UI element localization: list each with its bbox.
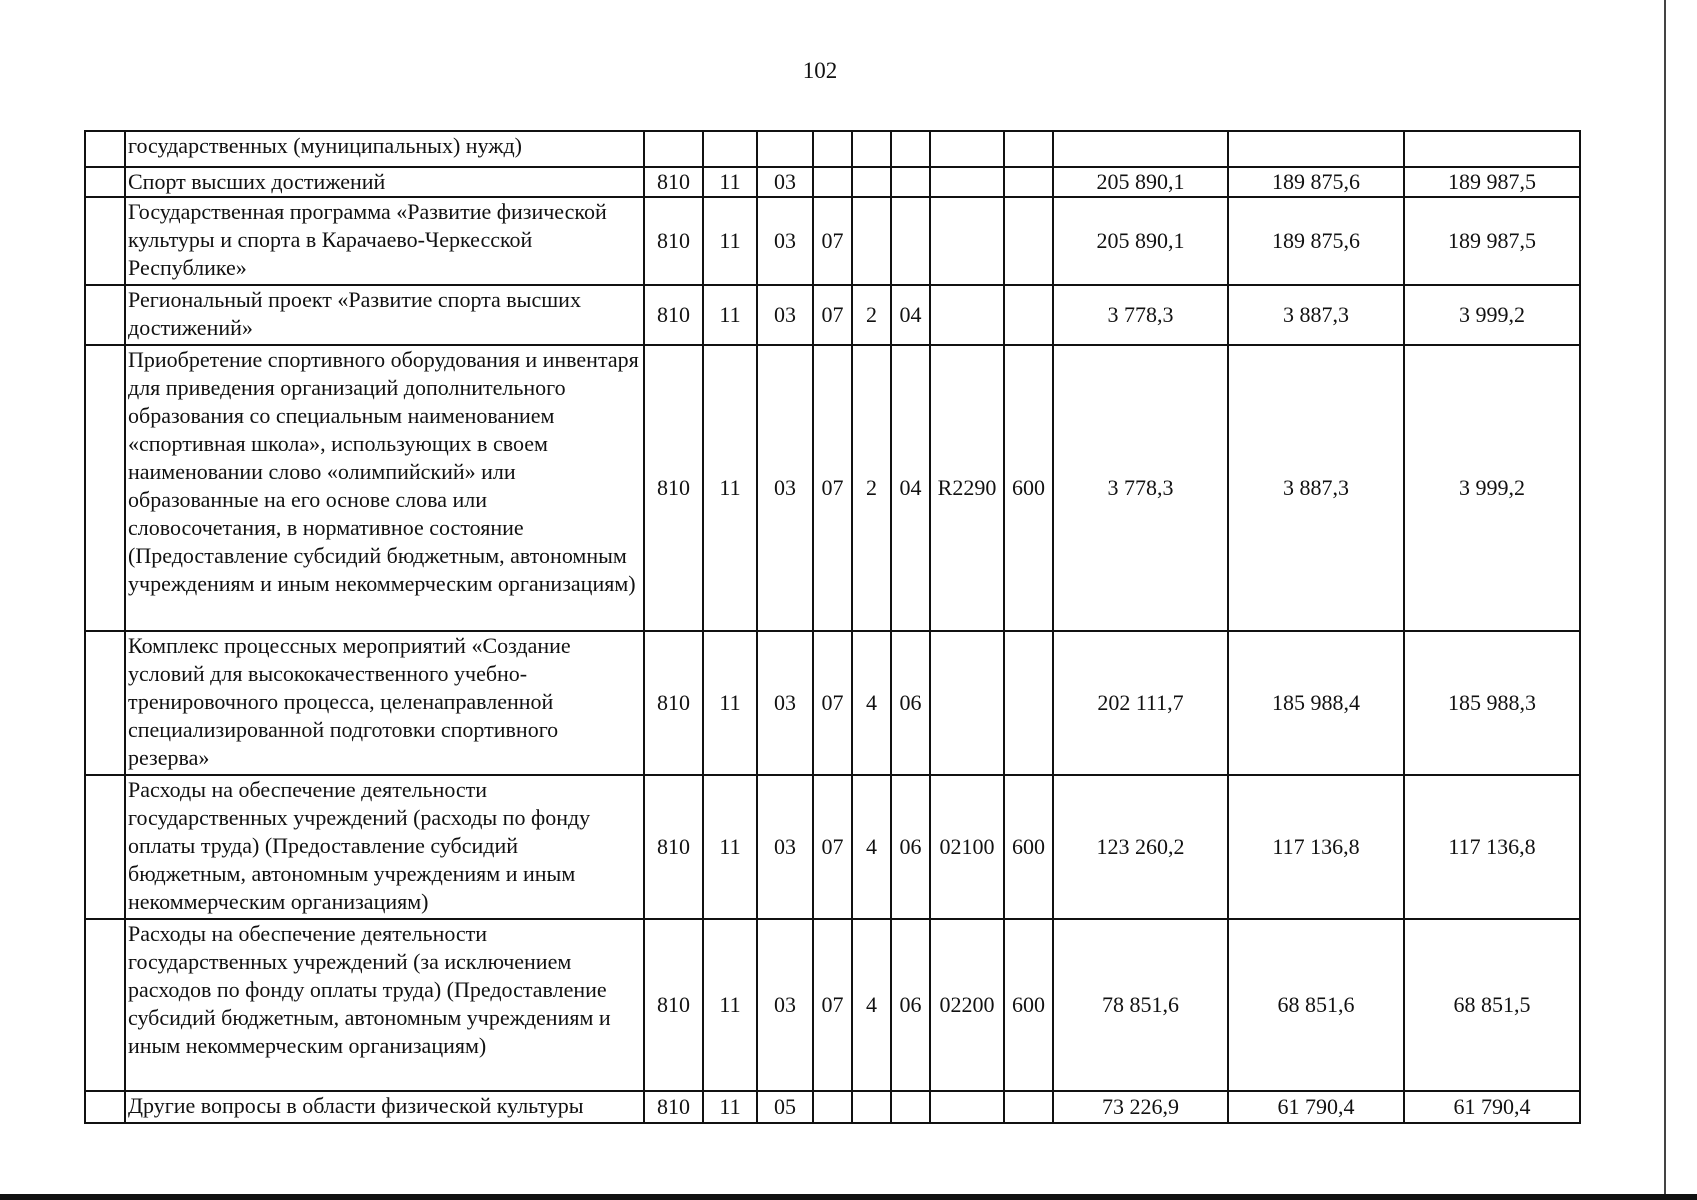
subsection-code: 03 — [757, 631, 813, 775]
ved-code: 810 — [644, 345, 703, 631]
amount-year-3 — [1404, 131, 1580, 167]
amount-year-1: 123 260,2 — [1053, 775, 1228, 919]
section-code — [703, 131, 757, 167]
row-name: Комплекс процессных мероприятий «Создание условий для высококачественного учебно-тренировочного процесса, целенаправленной специализированной подготовки спортивного резерва» — [125, 631, 644, 775]
row-number-cell — [85, 197, 125, 285]
target-code-type: 4 — [852, 775, 891, 919]
section-code: 11 — [703, 919, 757, 1091]
section-code: 11 — [703, 167, 757, 197]
target-code-program — [813, 1091, 852, 1123]
target-code-structure: 04 — [891, 345, 930, 631]
row-number-cell — [85, 775, 125, 919]
subsection-code: 05 — [757, 1091, 813, 1123]
amount-year-2: 185 988,4 — [1228, 631, 1404, 775]
row-number-cell — [85, 919, 125, 1091]
amount-year-3: 3 999,2 — [1404, 345, 1580, 631]
table-row — [85, 1091, 1580, 1123]
amount-year-2: 61 790,4 — [1228, 1091, 1404, 1123]
row-name: Приобретение спортивного оборудования и инвентаря для приведения организаций дополнительного образования со специальным наименованием «спортивная школа», использующих в своем наименовании слово «олимпийский» или образованные на его основе слова или словосочетания, в нормативное состояние (Предоставление субсидий бюджетным, автономным учреждениям и иным некоммерческим организациям) — [125, 345, 644, 631]
section-code: 11 — [703, 775, 757, 919]
amount-year-2: 189 875,6 — [1228, 197, 1404, 285]
amount-year-2: 189 875,6 — [1228, 167, 1404, 197]
amount-year-1: 202 111,7 — [1053, 631, 1228, 775]
amount-year-2 — [1228, 131, 1404, 167]
ved-code — [644, 131, 703, 167]
expense-type-code: 600 — [1004, 919, 1053, 1091]
target-code-direction — [930, 631, 1004, 775]
row-number-cell — [85, 345, 125, 631]
section-code: 11 — [703, 197, 757, 285]
row-number-cell — [85, 131, 125, 167]
amount-year-1: 73 226,9 — [1053, 1091, 1228, 1123]
amount-year-1 — [1053, 131, 1228, 167]
target-code-program: 07 — [813, 345, 852, 631]
target-code-type: 2 — [852, 345, 891, 631]
amount-year-2: 3 887,3 — [1228, 345, 1404, 631]
target-code-direction: R2290 — [930, 345, 1004, 631]
ved-code: 810 — [644, 775, 703, 919]
target-code-structure — [891, 131, 930, 167]
row-name: Спорт высших достижений — [125, 167, 644, 197]
amount-year-1: 78 851,6 — [1053, 919, 1228, 1091]
table-row — [85, 631, 1580, 775]
row-name: Региональный проект «Развитие спорта высших достижений» — [125, 285, 644, 345]
amount-year-3: 68 851,5 — [1404, 919, 1580, 1091]
amount-year-1: 205 890,1 — [1053, 197, 1228, 285]
row-name: Государственная программа «Развитие физической культуры и спорта в Карачаево-Черкесской Республике» — [125, 197, 644, 285]
ved-code: 810 — [644, 919, 703, 1091]
amount-year-3: 61 790,4 — [1404, 1091, 1580, 1123]
table-row — [85, 775, 1580, 919]
table-row — [85, 285, 1580, 345]
expense-type-code — [1004, 285, 1053, 345]
target-code-program: 07 — [813, 775, 852, 919]
target-code-structure: 06 — [891, 631, 930, 775]
target-code-program: 07 — [813, 631, 852, 775]
target-code-direction — [930, 1091, 1004, 1123]
target-code-program: 07 — [813, 285, 852, 345]
target-code-type — [852, 131, 891, 167]
ved-code: 810 — [644, 167, 703, 197]
target-code-structure — [891, 197, 930, 285]
target-code-structure — [891, 1091, 930, 1123]
amount-year-1: 3 778,3 — [1053, 285, 1228, 345]
expense-type-code — [1004, 131, 1053, 167]
amount-year-3: 117 136,8 — [1404, 775, 1580, 919]
section-code: 11 — [703, 631, 757, 775]
subsection-code: 03 — [757, 197, 813, 285]
row-name: Расходы на обеспечение деятельности государственных учреждений (за исключением расходов по фонду оплаты труда) (Предоставление субсидий бюджетным, автономным учреждениям и иным некоммерческим организациям) — [125, 919, 644, 1091]
target-code-structure: 06 — [891, 775, 930, 919]
expense-type-code — [1004, 631, 1053, 775]
target-code-direction — [930, 167, 1004, 197]
expense-type-code — [1004, 197, 1053, 285]
row-name: государственных (муниципальных) нужд) — [125, 131, 644, 167]
expense-type-code: 600 — [1004, 775, 1053, 919]
subsection-code: 03 — [757, 919, 813, 1091]
ved-code: 810 — [644, 631, 703, 775]
target-code-type: 2 — [852, 285, 891, 345]
table-row — [85, 167, 1580, 197]
target-code-program: 07 — [813, 919, 852, 1091]
target-code-direction — [930, 131, 1004, 167]
amount-year-3: 189 987,5 — [1404, 167, 1580, 197]
expense-type-code — [1004, 167, 1053, 197]
ved-code: 810 — [644, 285, 703, 345]
amount-year-2: 3 887,3 — [1228, 285, 1404, 345]
row-number-cell — [85, 285, 125, 345]
target-code-type — [852, 197, 891, 285]
target-code-type: 4 — [852, 919, 891, 1091]
target-code-direction — [930, 285, 1004, 345]
target-code-type — [852, 167, 891, 197]
amount-year-2: 117 136,8 — [1228, 775, 1404, 919]
table-row — [85, 345, 1580, 631]
amount-year-1: 205 890,1 — [1053, 167, 1228, 197]
target-code-direction: 02200 — [930, 919, 1004, 1091]
page-number: 102 — [802, 58, 838, 83]
target-code-structure — [891, 167, 930, 197]
target-code-structure: 04 — [891, 285, 930, 345]
table-row — [85, 131, 1580, 167]
target-code-program: 07 — [813, 197, 852, 285]
subsection-code: 03 — [757, 167, 813, 197]
section-code: 11 — [703, 345, 757, 631]
budget-table — [84, 130, 1581, 1124]
section-code: 11 — [703, 1091, 757, 1123]
subsection-code: 03 — [757, 285, 813, 345]
ved-code: 810 — [644, 197, 703, 285]
expense-type-code — [1004, 1091, 1053, 1123]
target-code-program — [813, 167, 852, 197]
table-row — [85, 197, 1580, 285]
expense-type-code: 600 — [1004, 345, 1053, 631]
row-number-cell — [85, 1091, 125, 1123]
amount-year-1: 3 778,3 — [1053, 345, 1228, 631]
amount-year-2: 68 851,6 — [1228, 919, 1404, 1091]
section-code: 11 — [703, 285, 757, 345]
target-code-type — [852, 1091, 891, 1123]
subsection-code: 03 — [757, 775, 813, 919]
scan-edge-rule — [1664, 0, 1666, 1200]
table-row — [85, 919, 1580, 1091]
target-code-structure: 06 — [891, 919, 930, 1091]
row-name: Расходы на обеспечение деятельности государственных учреждений (расходы по фонду оплаты труда) (Предоставление субсидий бюджетным, автономным учреждениям и иным некоммерческим организациям) — [125, 775, 644, 919]
target-code-direction: 02100 — [930, 775, 1004, 919]
amount-year-3: 3 999,2 — [1404, 285, 1580, 345]
scan-bottom-edge — [0, 1194, 1697, 1200]
row-number-cell — [85, 167, 125, 197]
subsection-code: 03 — [757, 345, 813, 631]
row-number-cell — [85, 631, 125, 775]
ved-code: 810 — [644, 1091, 703, 1123]
subsection-code — [757, 131, 813, 167]
amount-year-3: 185 988,3 — [1404, 631, 1580, 775]
amount-year-3: 189 987,5 — [1404, 197, 1580, 285]
target-code-direction — [930, 197, 1004, 285]
target-code-program — [813, 131, 852, 167]
target-code-type: 4 — [852, 631, 891, 775]
row-name: Другие вопросы в области физической культуры — [125, 1091, 644, 1123]
